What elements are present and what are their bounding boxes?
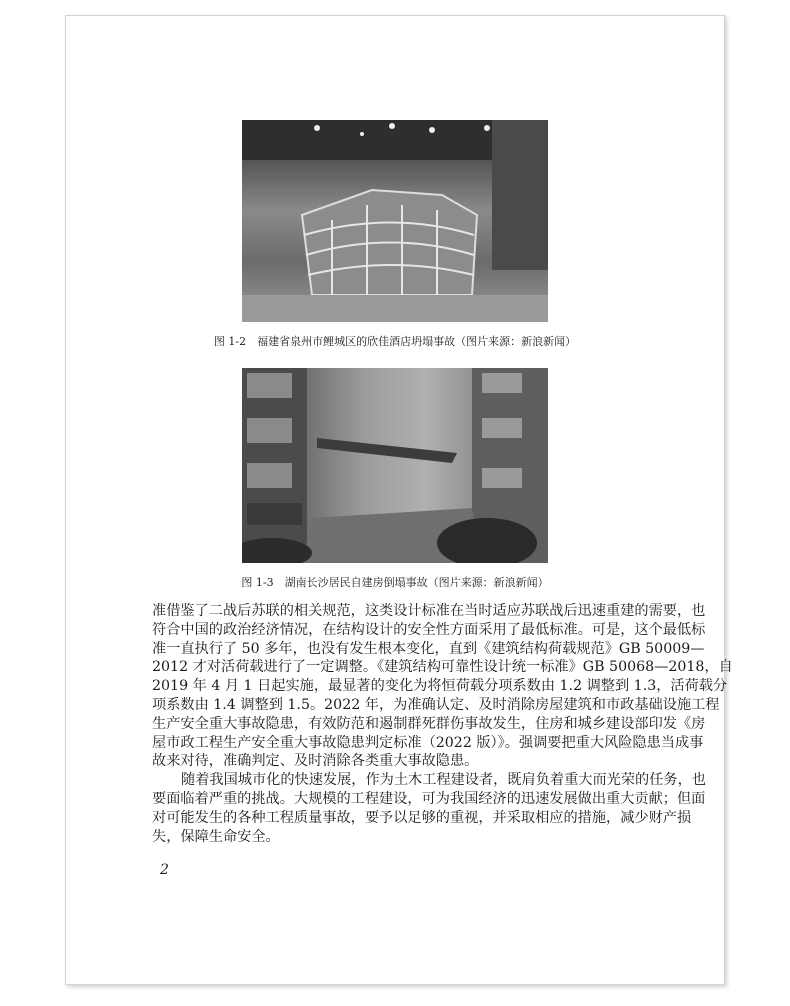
text-line: 生产安全重大事故隐患，有效防范和遏制群死群伤事故发生，住房和城乡建设部印发《房 (152, 715, 706, 732)
figure-1-3-photo (242, 368, 548, 563)
figure-1-3-caption: 图 1-3 湖南长沙居民自建房倒塌事故（图片来源：新浪新闻） (241, 576, 549, 589)
collapsed-house-image (242, 368, 548, 563)
body-text (152, 602, 733, 846)
paragraph (152, 602, 733, 771)
text-line: 准借鉴了二战后苏联的相关规范，这类设计标准在当时适应苏联战后迅速重建的需要，也 (152, 603, 706, 619)
text-line: 准一直执行了 50 多年，也没有发生根本变化，直到《建筑结构荷载规范》GB 50009— (152, 640, 705, 657)
text-line: 2012 才对活荷载进行了一定调整。《建筑结构可靠性设计统一标准》GB 50068—2018，自 (152, 659, 733, 676)
text-line: 故来对待，准确判定、及时消除各类重大事故隐患。 (152, 753, 479, 770)
paragraph (152, 771, 706, 846)
text-line: 对可能发生的各种工程质量事故，要予以足够的重视，并采取相应的措施，减少财产损 (152, 809, 692, 826)
collapsed-hotel-image (242, 120, 548, 322)
text-line: 项系数由 1.4 调整到 1.5。2022 年，为准确认定、及时消除房屋建筑和市政基础设施工程 (152, 696, 720, 713)
text-line: 失，保障生命安全。 (152, 828, 280, 845)
figure-1-2-caption: 图 1-2 福建省泉州市鲤城区的欣佳酒店坍塌事故（图片来源：新浪新闻） (213, 335, 577, 348)
figure-1-2-photo (242, 120, 548, 322)
text-line: 随着我国城市化的快速发展，作为土木工程建设者，既肩负着重大而光荣的任务，也 (181, 772, 706, 789)
text-line: 要面临着严重的挑战。大规模的工程建设，可为我国经济的迅速发展做出重大贡献；但面 (152, 790, 706, 807)
text-line: 2019 年 4 月 1 日起实施，最显著的变化为将恒荷载分项系数由 1.2 调整到 1.3，活荷载分 (152, 678, 728, 695)
text-line: 符合中国的政治经济情况，在结构设计的安全性方面采用了最低标准。可是，这个最低标 (152, 621, 706, 638)
page-number: 2 (160, 862, 169, 878)
text-line: 屋市政工程生产安全重大事故隐患判定标准（2022 版）》。强调要把重大风险隐患当成事 (152, 734, 704, 751)
